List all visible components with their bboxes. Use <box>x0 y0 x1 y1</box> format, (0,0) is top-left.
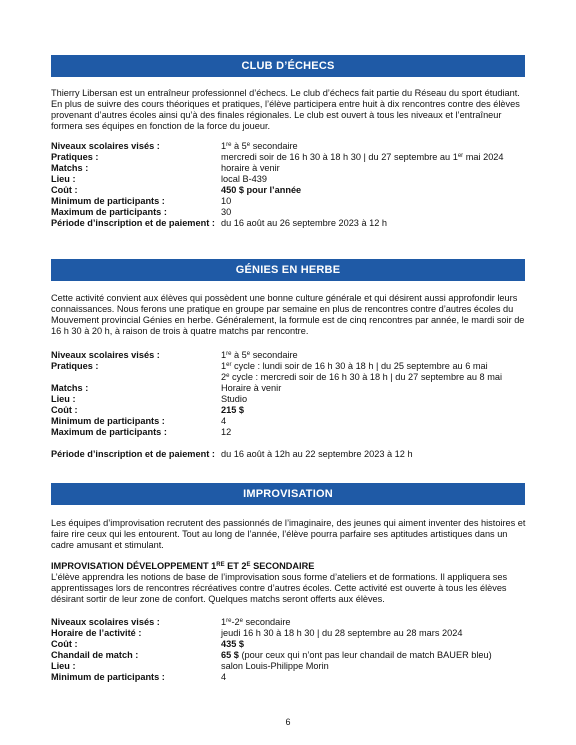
genies-place-value: Studio <box>221 394 248 404</box>
impro-shirt-row <box>51 650 531 661</box>
impro-shirt-label: Chandail de match : <box>51 650 139 660</box>
genies-max-label: Maximum de participants : <box>51 427 167 437</box>
genies-intro: Cette activité convient aux élèves qui possèdent une bonne culture générale et qui désirent aussi approfondir leurs connaissances. Nous ferons une pratique en groupe par semaine en plus de rencontres contre d’autres écoles du Mouvement provincial Génies en herbe. Généralement, la formule est de cinq rencontres par année, le mardi soir de 16 h 30 à 20 h, à raison de trois à quatre matchs par rencontre. <box>51 293 525 336</box>
chess-place-row <box>51 174 531 185</box>
chess-max-label: Maximum de participants : <box>51 207 167 217</box>
chess-intro: Thierry Libersan est un entraîneur professionnel d’échecs. Le club d’échecs fait partie du Réseau du sport étudiant. En plus de suivre des cours théoriques et pratiques, l’élève participera entre huit à dix rencontres contre des élèves provenant d’autres écoles ainsi qu’à des finales régionales. Le club est ouvert à tous les niveaux et l’entraîneur formera ses équipes en fonction de la force du joueur. <box>51 88 520 131</box>
impro-schedule-row <box>51 628 531 639</box>
chess-practice-label: Pratiques : <box>51 152 99 162</box>
chess-max-row <box>51 207 531 218</box>
impro-cost-label: Coût : <box>51 639 78 649</box>
chess-registration-row <box>51 218 531 229</box>
impro-levels-label: Niveaux scolaires visés : <box>51 617 160 627</box>
chess-cost-label: Coût : <box>51 185 78 195</box>
chess-place-label: Lieu : <box>51 174 76 184</box>
genies-max-row <box>51 427 531 438</box>
genies-cost-label: Coût : <box>51 405 78 415</box>
genies-practice-row <box>51 361 531 372</box>
impro-place-row <box>51 661 531 672</box>
chess-levels-row <box>51 141 531 152</box>
genies-min-label: Minimum de participants : <box>51 416 165 426</box>
impro-cost-row <box>51 639 531 650</box>
chess-section-banner <box>51 55 525 77</box>
impro-subheading: IMPROVISATION DÉVELOPPEMENT 1RE ET $2^E$ SECONDAIRE <box>51 561 315 571</box>
genies-levels-row <box>51 350 531 361</box>
genies-place-row <box>51 394 531 405</box>
genies-levels-value: 1re à 5e secondaire <box>221 350 298 360</box>
chess-min-value: 10 <box>221 196 232 206</box>
genies-registration-value: du 16 août à 12h au 22 septembre 2023 à 12 h <box>221 449 413 459</box>
chess-place-value: local B-439 <box>221 174 267 184</box>
genies-registration-row <box>51 449 531 460</box>
chess-matches-value: horaire à venir <box>221 163 280 173</box>
genies-cost-row <box>51 405 531 416</box>
genies-practice-row-2 <box>51 372 531 383</box>
impro-schedule-value: jeudi 16 h 30 à 18 h 30 | du 28 septembre au 28 mars 2024 <box>221 628 463 638</box>
chess-registration-value: du 16 août au 26 septembre 2023 à 12 h <box>221 218 388 228</box>
genies-min-row <box>51 416 531 427</box>
impro-cost-value: 435 $ <box>221 639 244 649</box>
impro-shirt-value: 65 $ (pour ceux qui n’ont pas leur chandail de match BAUER bleu) <box>221 650 492 660</box>
page-number: 6 <box>285 717 291 727</box>
impro-place-label: Lieu : <box>51 661 76 671</box>
genies-place-label: Lieu : <box>51 394 76 404</box>
impro-section-banner <box>51 483 525 505</box>
chess-max-value: 30 <box>221 207 232 217</box>
impro-min-label: Minimum de participants : <box>51 672 165 682</box>
chess-min-label: Minimum de participants : <box>51 196 165 206</box>
genies-levels-label: Niveaux scolaires visés : <box>51 350 160 360</box>
chess-practice-value: mercredi soir de 16 h 30 à 18 h 30 | du 27 septembre au 1er mai 2024 <box>221 152 504 162</box>
impro-sub-text: L’élève apprendra les notions de base de l’improvisation sous forme d’ateliers et de formations. Il appliquera ses apprentissages lors de rencontres récréatives contre d’autres écoles. Cette activité est ouverte à tous les élèves désirant sortir de leur zone de confort. Quelques matchs seront offerts aux élèves. <box>51 572 508 604</box>
genies-cycle2-value: 2e cycle : mercredi soir de 16 h 30 à 18 h | du 27 septembre au 8 mai <box>221 372 503 382</box>
genies-matches-value: Horaire à venir <box>221 383 282 393</box>
genies-section-title: GÉNIES EN HERBE <box>235 264 341 276</box>
impro-levels-value: 1re-2e secondaire <box>221 617 291 627</box>
genies-practice-label: Pratiques : <box>51 361 99 371</box>
impro-min-row <box>51 672 531 683</box>
impro-section-title: IMPROVISATION <box>243 488 333 500</box>
impro-min-value: 4 <box>221 672 227 682</box>
genies-registration-label: Période d’inscription et de paiement : <box>51 449 215 459</box>
chess-min-row <box>51 196 531 207</box>
genies-cycle1-value: 1er cycle : lundi soir de 16 h 30 à 18 h | du 25 septembre au 6 mai <box>221 361 488 371</box>
genies-matches-row <box>51 383 531 394</box>
genies-matches-label: Matchs : <box>51 383 89 393</box>
chess-matches-row <box>51 163 531 174</box>
impro-intro: Les équipes d’improvisation recrutent des passionnés de l’imaginaire, des jeunes qui aiment inventer des histoires et faire rire ceux qui les entourent. Tout au long de l’année, l’élève pourra parfaire ses aptitudes artistiques dans un cadre amusant et stimulant. <box>51 518 526 550</box>
chess-levels-label: Niveaux scolaires visés : <box>51 141 160 151</box>
chess-section-title: CLUB D’ÉCHECS <box>241 60 335 72</box>
genies-section-banner <box>51 259 525 281</box>
impro-schedule-label: Horaire de l’activité : <box>51 628 142 638</box>
genies-cost-value: 215 $ <box>221 405 244 415</box>
impro-place-value: salon Louis-Philippe Morin <box>221 661 329 671</box>
genies-max-value: 12 <box>221 427 232 437</box>
chess-matches-label: Matchs : <box>51 163 89 173</box>
chess-cost-value: 450 $ pour l’année <box>221 185 302 195</box>
chess-cost-row <box>51 185 531 196</box>
impro-levels-row <box>51 617 531 628</box>
genies-min-value: 4 <box>221 416 227 426</box>
chess-practice-row <box>51 152 531 163</box>
chess-registration-label: Période d’inscription et de paiement : <box>51 218 215 228</box>
chess-levels-value: 1re à 5e secondaire <box>221 141 298 151</box>
